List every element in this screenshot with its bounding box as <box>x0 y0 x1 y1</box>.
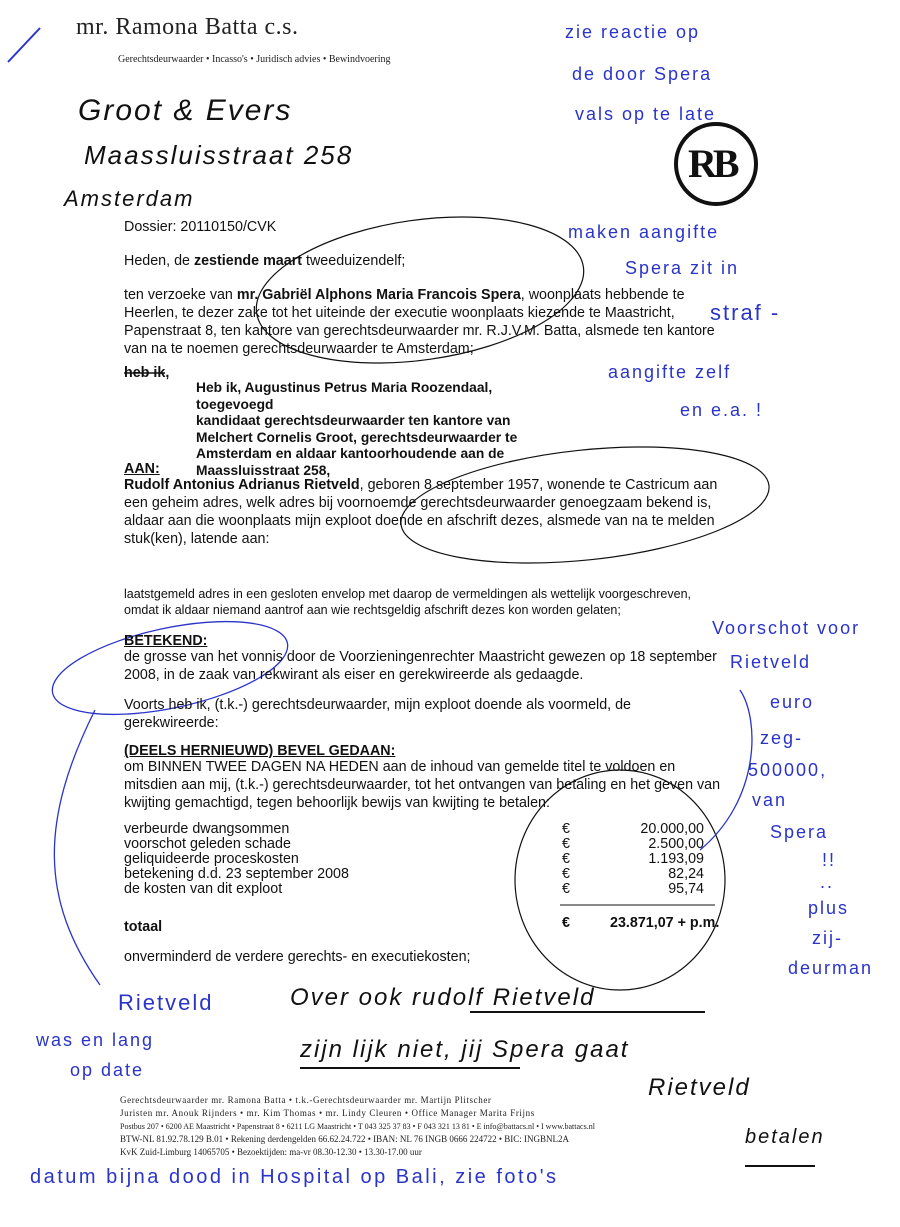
hw-city: Amsterdam <box>64 186 195 211</box>
hw-blue-right-11: zij- <box>812 928 843 948</box>
total-currency: € <box>562 915 570 931</box>
cost-label: betekening d.d. 23 september 2008 <box>124 866 349 882</box>
hw-blue-mid-2: Spera zit in <box>625 258 740 278</box>
closing-line: onverminderd de verdere gerechts- en executiekosten; <box>124 949 471 965</box>
hw-blue-right-1: Voorschot voor <box>712 618 861 638</box>
costs-amounts <box>580 822 704 897</box>
hw-blue-right-5: 500000, <box>748 760 828 780</box>
firm-name: mr. Ramona Batta c.s. <box>76 14 299 40</box>
pen-slash-mark <box>8 28 40 62</box>
firm-subtitle: Gerechtsdeurwaarder • Incasso's • Juridisch advies • Bewindvoering <box>118 54 391 65</box>
envelope-paragraph: laatstgemeld adres in een gesloten envelop met daarop de vermeldingen als wettelijk voorgeschreven, omdat ik aldaar niemand aantrof aan wie rechtsgeldig afschrift dezes kon worden gelaten; <box>124 587 692 617</box>
aan-heading: AAN: <box>124 461 160 477</box>
betekend-paragraph: de grosse van het vonnis door de Voorzieningenrechter Maastricht gewezen op 18 september 2008, in de zaak van rekwirant als eiser en gerekwireerde als gedaagde. <box>124 649 717 683</box>
hw-blue-bl-1: Rietveld <box>118 990 214 1015</box>
hw-blue-right-12: deurman <box>788 958 874 978</box>
hw-blue-right-9: .. <box>820 872 835 892</box>
costs-labels <box>124 822 349 897</box>
hw-blue-mid-3: straf - <box>710 300 781 325</box>
currency-symbol: € <box>562 836 570 852</box>
betekend-heading: BETEKEND: <box>124 633 208 649</box>
letter-footer: Gerechtsdeurwaarder mr. Ramona Batta • t.k.-Gerechtsdeurwaarder mr. Martijn Plitscher Juristen mr. Anouk Rijnders • mr. Kim Thomas • mr. Lindy Cleuren • Office Manager Marita Frijns Postbus 207 • 6200 AE Maastricht • Papenstraat 8 • 6211 LG Maastricht • T 043 325 37 83 • F 043 321 13 81 • E info@battacs.nl • I www.battacs.nl BTW-NL 81.92.78.129 B.01 • Rekening derdengelden 66.62.24.722 • IBAN: NL 76 INGB 0666 224722 • BIC: INGBNL2A KvK Zuid-Limburg 14065705 • Bezoektijden: ma-vr 08.30-12.30 • 13.30-17.00 uur <box>120 1095 595 1157</box>
costs-currency <box>562 822 570 897</box>
hw-blue-right-10: plus <box>808 898 850 918</box>
cost-label: voorschot geleden schade <box>124 836 291 852</box>
hw-blue-right-8: !! <box>822 850 837 870</box>
currency-symbol: € <box>562 821 570 837</box>
bevel-paragraph: om BINNEN TWEE DAGEN NA HEDEN aan de inhoud van gemelde titel te voldoen en mitsdien aan mij, (t.k.-) gerechtsdeurwaarder, tot het ontvangen van betaling en het geven van kwijting gemachtigd, tegen behoorlijk bewijs van kwijting te betalen: <box>124 759 721 811</box>
cost-amount: 82,24 <box>668 866 704 882</box>
hw-blue-bl-2: was en lang <box>36 1030 155 1050</box>
date-line: Heden, de zestiende maart tweeduizendelf; <box>124 253 406 269</box>
currency-symbol: € <box>562 851 570 867</box>
blue-arrow-line-left <box>54 710 100 985</box>
hw-bottom-2: zijn lijk niet, jij Spera gaat <box>300 1036 630 1063</box>
hw-blue-bl-3: op date <box>70 1060 145 1080</box>
currency-symbol: € <box>562 866 570 882</box>
hw-blue-right-4: zeg- <box>760 728 804 748</box>
hw-blue-mid-1: maken aangifte <box>568 222 720 242</box>
cost-amount: 95,74 <box>668 881 704 897</box>
hw-blue-mid-4: aangifte zelf <box>608 362 732 382</box>
total-label: totaal <box>124 919 163 935</box>
voorts-paragraph: Voorts heb ik, (t.k.-) gerechtsdeurwaarder, mijn exploot doende als voormeld, de gerekwireerde: <box>124 697 632 731</box>
monogram-logo: RB <box>688 141 736 186</box>
cost-amount: 20.000,00 <box>640 821 704 837</box>
total-amount: 23.871,07 + p.m. <box>610 915 720 931</box>
heb-ik-struck: heb ik, <box>124 365 170 381</box>
hw-addressee: Groot & Evers <box>78 94 293 127</box>
hw-blue-right-6: van <box>752 790 788 810</box>
hw-blue-right-7: Spera <box>770 822 829 842</box>
hw-blue-mid-5: en e.a. ! <box>680 400 764 420</box>
cost-label: verbeurde dwangsommen <box>124 821 290 837</box>
officer-block: Heb ik, Augustinus Petrus Maria Roozendaal, toegevoegd kandidaat gerechtsdeurwaarder ten kantore van Melchert Cornelis Groot, gerechtsdeurwaarder te Amsterdam en aldaar kantoorhoudende aan de Maassluisstraat 258, <box>196 380 518 478</box>
hw-blue-top-3: vals op te late <box>575 104 717 124</box>
recipient-paragraph: Rudolf Antonius Adrianus Rietveld, geboren 8 september 1957, wonende te Castricum aan een geheim adres, welk adres bij voornoemde gerechtsdeurwaarder genoegzaam bekend is, aldaar aan die woonplaats mijn exploot doende en afschrift dezes, alsmede van na te melden stuk(ken), latende aan: <box>124 477 718 547</box>
hw-blue-top-2: de door Spera <box>572 64 713 84</box>
hw-street: Maassluisstraat 258 <box>84 140 354 170</box>
hw-blue-bottom: datum bijna dood in Hospital op Bali, zie foto's <box>30 1166 559 1188</box>
dossier-number: Dossier: 20110150/CVK <box>124 219 277 235</box>
hw-blue-top-1: zie reactie op <box>565 22 701 42</box>
cost-amount: 2.500,00 <box>648 836 704 852</box>
cost-label: geliquideerde proceskosten <box>124 851 299 867</box>
hw-bottom-4: betalen <box>745 1126 825 1148</box>
hw-blue-right-3: euro <box>770 692 815 712</box>
hw-bottom-3: Rietveld <box>648 1074 751 1101</box>
cost-label: de kosten van dit exploot <box>124 881 283 897</box>
hw-blue-right-2: Rietveld <box>730 652 812 672</box>
bevel-heading: (DEELS HERNIEUWD) BEVEL GEDAAN: <box>124 743 396 759</box>
cost-amount: 1.193,09 <box>648 851 704 867</box>
currency-symbol: € <box>562 881 570 897</box>
request-paragraph: ten verzoeke van mr. Gabriël Alphons Maria Francois Spera, woonplaats hebbende te Heerlen, te dezer zake tot het uiteinde der executie woonplaats kiezende te Maastricht, Papenstraat 8, ten kantore van gerechtsdeurwaarder mr. R.J.V.M. Batta, alsmede ten kantore van na te noemen gerechtsdeurwaarder te Amsterdam; <box>124 287 715 357</box>
hw-bottom-1: Over ook rudolf Rietveld <box>290 984 596 1011</box>
